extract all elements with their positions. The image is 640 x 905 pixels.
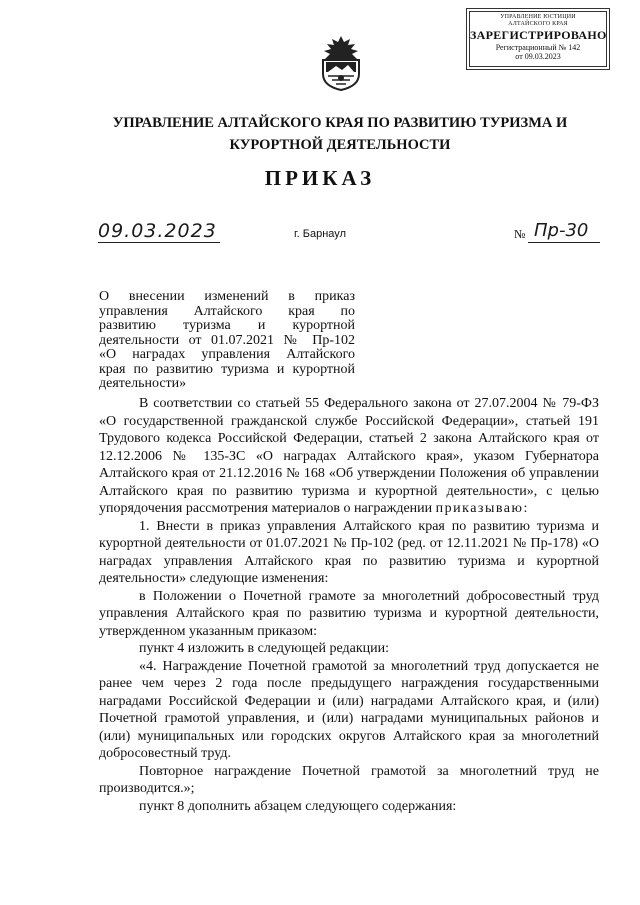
- preamble-tail: :: [523, 501, 528, 516]
- registration-stamp-frame: [469, 11, 607, 67]
- document-number-label: №: [514, 227, 526, 241]
- stamp-reg-date: от 09.03.2023: [515, 52, 561, 61]
- subject-line: деятельности от 01.07.2021 № Пр-102: [99, 332, 355, 348]
- body-paragraph-regulation: в Положении о Почетной грамоте за многолетний добросовестный труд управления Алтайского края по развитию туризма и курортной деятельности, утвержденном указанным приказом:: [99, 588, 599, 639]
- document-city: г. Барнаул: [294, 228, 346, 240]
- coat-of-arms-icon: [314, 34, 368, 92]
- subject-line: «О наградах управления Алтайского: [99, 347, 355, 362]
- document-body: [99, 395, 599, 815]
- preamble-text: В соответствии со статьей 55 Федерального закона от 27.07.2004 № 79-ФЗ «О государственной гражданской службе Российской Федерации», статьей 191 Трудового кодекса Российской Федерации, статьей 2 закона Алтайского края от 12.12.2006 № 135-ЗС «О наградах Алтайского края», указом Губернатора Алтайского края от 21.12.2016 № 168 «Об утверждении Положения об управлении Алтайского края по развитию туризма и курортной деятельности», с целью упорядочения рассмотрения материалов о награждении: [99, 396, 599, 516]
- organization-name-line1: УПРАВЛЕНИЕ АЛТАЙСКОГО КРАЯ ПО РАЗВИТИЮ ТУРИЗМА И: [112, 115, 568, 131]
- organization-name-line2: КУРОРТНОЙ ДЕЯТЕЛЬНОСТИ: [229, 137, 451, 153]
- document-number: Пр-30: [534, 220, 589, 241]
- document-date: 09.03.2023: [98, 220, 217, 242]
- organization-name: [90, 112, 590, 156]
- stamp-org-line2: АЛТАЙСКОГО КРАЯ: [508, 21, 568, 27]
- body-paragraph-point-8-intro: пункт 8 дополнить абзацем следующего содержания:: [139, 798, 457, 814]
- stamp-org-line1: УПРАВЛЕНИЕ ЮСТИЦИИ: [500, 14, 576, 20]
- date-underline: [98, 242, 220, 243]
- document-type-title: ПРИКАЗ: [264, 166, 376, 190]
- subject-line: деятельности»: [99, 376, 187, 391]
- subject-line: управления Алтайского края по: [99, 303, 355, 319]
- subject-line: развитию туризма и курортной: [99, 318, 355, 333]
- body-paragraph-item-1: 1. Внести в приказ управления Алтайского края по развитию туризма и курортной деятельности от 01.07.2021 № Пр-102 (ред. от 12.11.2021 № Пр-178) «О наградах управления Алтайского края по развитию туризма и курортной деятельности» следующие изменения:: [99, 518, 599, 586]
- order-keyword: приказываю: [435, 501, 524, 516]
- subject-line: О внесении изменений в приказ: [99, 289, 355, 304]
- body-paragraph-preamble: [99, 395, 599, 518]
- body-paragraph-point-4-text: «4. Награждение Почетной грамотой за многолетний труд допускается не ранее чем через 2 года после предыдущего награждения государственными наградами Российской Федерации и (или) наградами Алтайского края, и (или) Почетной грамотой управления, и (или) наградами муниципальных районов и (или) муниципальных или городских округов Алтайского края за многолетний добросовестный труд.: [99, 658, 599, 761]
- body-paragraph-repeat-award: Повторное награждение Почетной грамотой за многолетний труд не производится.»;: [99, 763, 599, 796]
- stamp-status: ЗАРЕГИСТРИРОВАНО: [470, 28, 607, 42]
- stamp-reg-number: Регистрационный № 142: [495, 43, 581, 52]
- document-subject: [99, 290, 355, 392]
- registration-stamp: [466, 8, 610, 70]
- body-paragraph-point-4-intro: пункт 4 изложить в следующей редакции:: [139, 641, 389, 656]
- subject-line: края по развитию туризма и курортной: [99, 361, 355, 377]
- number-underline: [528, 242, 600, 243]
